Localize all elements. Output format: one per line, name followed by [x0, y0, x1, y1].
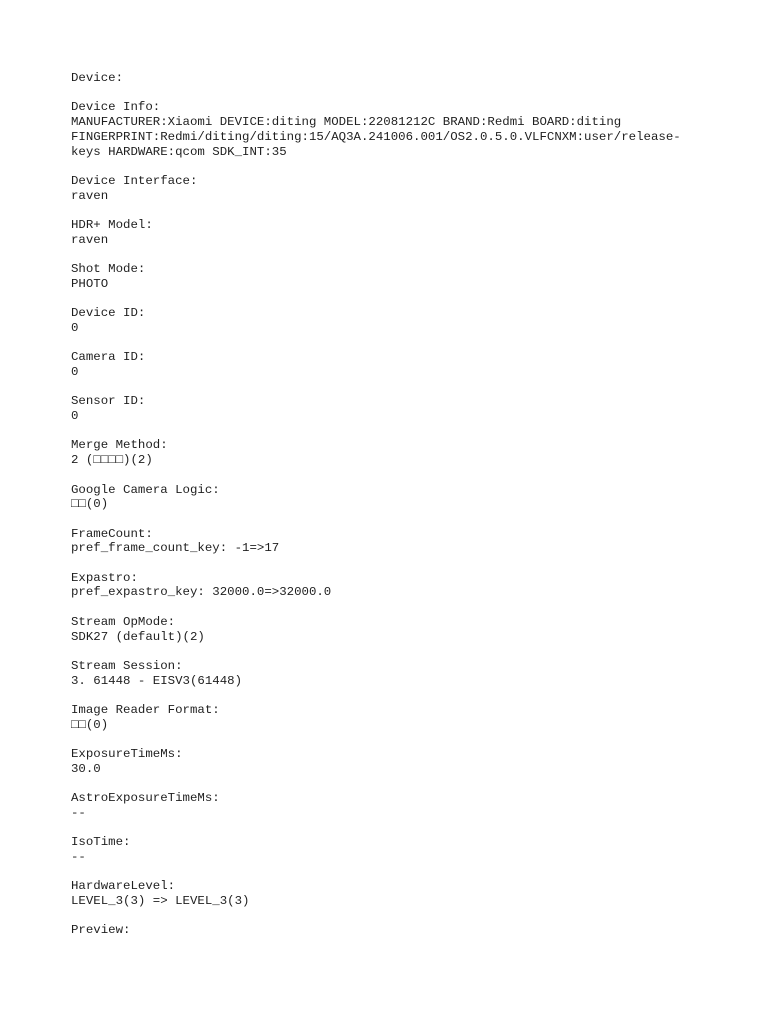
device-entry	[71, 71, 701, 86]
camera-id-label: Camera ID:	[71, 350, 146, 365]
expastro-value: pref_expastro_key: 32000.0=>32000.0	[71, 585, 332, 600]
hdr-model-entry	[71, 218, 701, 247]
device-interface-entry	[71, 174, 701, 203]
device-info-value: MANUFACTURER:Xiaomi DEVICE:diting MODEL:22081212C BRAND:Redmi BOARD:diting FINGERPRINT:Redmi/diting/diting:15/AQ3A.241006.001/OS2.0.5.0.VLFCNXM:user/release- keys HARDWARE:qcom SDK_INT:35	[71, 115, 681, 159]
merge-method-value: 2 (□□□□)(2)	[71, 453, 153, 468]
device-interface-value: raven	[71, 188, 109, 203]
hardware-level-value: LEVEL_3(3) => LEVEL_3(3)	[71, 894, 250, 909]
merge-method-entry	[71, 438, 701, 467]
astro-exposure-time-label: AstroExposureTimeMs:	[71, 791, 220, 806]
stream-session-label: Stream Session:	[71, 658, 183, 673]
device-info-entry	[71, 100, 701, 159]
device-id-label: Device ID:	[71, 306, 146, 321]
shot-mode-entry	[71, 262, 701, 291]
stream-session-entry	[71, 659, 701, 688]
stream-session-value: 3. 61448 - EISV3(61448)	[71, 673, 243, 688]
image-reader-format-entry	[71, 703, 701, 732]
expastro-label: Expastro:	[71, 570, 138, 585]
exposure-time-value: 30.0	[71, 761, 101, 776]
sensor-id-value: 0	[71, 409, 79, 424]
device-label: Device:	[71, 71, 124, 85]
frame-count-entry	[71, 527, 701, 556]
device-info-text	[71, 71, 701, 953]
stream-opmode-label: Stream OpMode:	[71, 614, 176, 629]
merge-method-label: Merge Method:	[71, 438, 168, 453]
device-id-entry	[71, 306, 701, 335]
image-reader-format-label: Image Reader Format:	[71, 703, 220, 718]
device-info-label: Device Info:	[71, 100, 161, 115]
stream-opmode-entry	[71, 615, 701, 644]
device-interface-label: Device Interface:	[71, 173, 198, 188]
preview-entry	[71, 923, 701, 938]
image-reader-format-value: □□(0)	[71, 717, 109, 732]
shot-mode-value: PHOTO	[71, 276, 109, 291]
google-camera-logic-entry	[71, 483, 701, 512]
iso-time-label: IsoTime:	[71, 835, 131, 850]
camera-id-entry	[71, 350, 701, 379]
google-camera-logic-value: □□(0)	[71, 497, 109, 512]
iso-time-entry	[71, 835, 701, 864]
device-id-value: 0	[71, 320, 79, 335]
exposure-time-entry	[71, 747, 701, 776]
hardware-level-entry	[71, 879, 701, 908]
hdr-model-label: HDR+ Model:	[71, 217, 153, 232]
sensor-id-entry	[71, 394, 701, 423]
frame-count-label: FrameCount:	[71, 526, 153, 541]
sensor-id-label: Sensor ID:	[71, 394, 146, 409]
hdr-model-value: raven	[71, 232, 109, 247]
camera-id-value: 0	[71, 364, 79, 379]
iso-time-value: --	[71, 850, 86, 864]
shot-mode-label: Shot Mode:	[71, 262, 146, 277]
google-camera-logic-label: Google Camera Logic:	[71, 482, 220, 497]
exposure-time-label: ExposureTimeMs:	[71, 747, 183, 762]
preview-label: Preview:	[71, 923, 131, 938]
frame-count-value: pref_frame_count_key: -1=>17	[71, 541, 280, 556]
astro-exposure-time-value: --	[71, 805, 86, 820]
stream-opmode-value: SDK27 (default)(2)	[71, 629, 205, 644]
expastro-entry	[71, 571, 701, 600]
astro-exposure-time-entry	[71, 791, 701, 820]
hardware-level-label: HardwareLevel:	[71, 879, 176, 894]
